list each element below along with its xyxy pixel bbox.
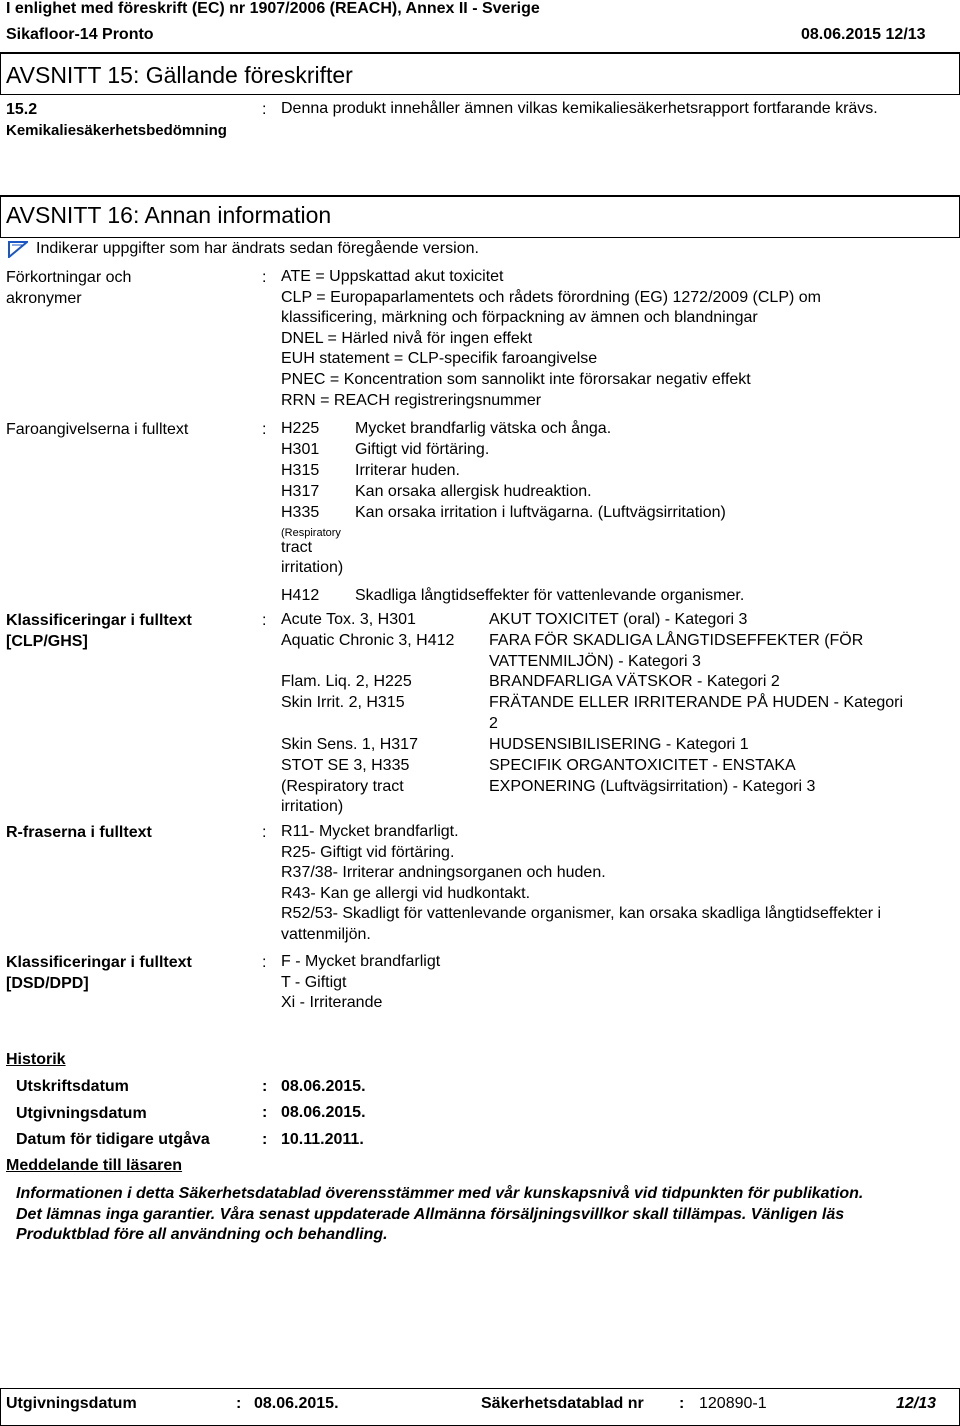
abbrev-line: RRN = REACH registreringsnummer	[281, 391, 542, 409]
footer-sds-number: 120890-1	[699, 1395, 767, 1412]
clp-label-line2: [CLP/GHS]	[6, 633, 88, 650]
product-name: Sikafloor-14 Pronto	[6, 26, 154, 43]
r-phrase: R52/53- Skadligt för vattenlevande organismer, kan orsaka skadliga långtidseffekter i	[281, 905, 882, 923]
hazard-qualifier: (Respiratory	[281, 527, 341, 539]
clp-class: Aquatic Chronic 3, H412	[281, 632, 455, 649]
footer	[0, 1388, 960, 1426]
document-header: I enlighet med föreskrift (EC) nr 1907/2006 (REACH), Annex II - Sverige	[6, 0, 540, 17]
abbrev-line: PNEC = Koncentration som sannolikt inte förorsakar negativ effekt	[281, 370, 751, 388]
clp-list	[281, 610, 956, 820]
change-marker-icon	[8, 241, 28, 258]
clp-desc: AKUT TOXICITET (oral) - Kategori 3	[489, 611, 748, 628]
r-phrase: vattenmiljön.	[281, 925, 371, 943]
section-15-2-label: Kemikaliesäkerhetsbedömning	[6, 122, 227, 139]
dsd-list	[281, 952, 440, 1014]
r-phrase: R43- Kan ge allergi vid hudkontakt.	[281, 884, 531, 902]
abbrev-label-line1: Förkortningar och	[6, 269, 132, 286]
abbrev-list	[281, 267, 821, 411]
previous-date-value: 10.11.2011.	[281, 1131, 364, 1148]
section-15-2-number: 15.2	[6, 101, 38, 118]
change-note: Indikerar uppgifter som har ändrats sedan föregående version.	[36, 240, 479, 257]
colon: :	[262, 1104, 268, 1121]
hazard-qualifier: irritation)	[281, 559, 344, 576]
r-phrase: R37/38- Irriterar andningsorganen och huden.	[281, 864, 606, 882]
colon: :	[262, 269, 267, 286]
clp-class: STOT SE 3, H335	[281, 757, 410, 774]
hazard-text: Kan orsaka allergisk hudreaktion.	[355, 483, 592, 500]
footer-issue-value: 08.06.2015.	[254, 1395, 339, 1412]
hazard-code: H317	[281, 483, 320, 500]
date-page: 08.06.2015 12/13	[801, 26, 926, 43]
hazard-code: H301	[281, 441, 320, 458]
clp-class: (Respiratory tract	[281, 778, 404, 795]
clp-desc: VATTENMILJÖN) - Kategori 3	[489, 653, 701, 670]
abbrev-line: EUH statement = CLP-specifik faroangivelse	[281, 350, 598, 368]
clp-class: Flam. Liq. 2, H225	[281, 673, 412, 690]
previous-date-label: Datum för tidigare utgåva	[16, 1131, 210, 1148]
abbrev-line: CLP = Europaparlamentets och rådets förordning (EG) 1272/2009 (CLP) om	[281, 288, 821, 306]
colon: :	[262, 954, 267, 971]
clp-desc: FARA FÖR SKADLIGA LÅNGTIDSEFFEKTER (FÖR	[489, 632, 864, 649]
clp-class: Acute Tox. 3, H301	[281, 611, 416, 628]
hazard-label: Faroangivelserna i fulltext	[6, 421, 189, 438]
footer-sds-label: Säkerhetsdatablad nr	[481, 1395, 644, 1412]
colon: :	[262, 824, 267, 841]
hazard-text: Kan orsaka irritation i luftvägarna. (Luftvägsirritation)	[355, 504, 726, 521]
clp-class: Skin Irrit. 2, H315	[281, 694, 405, 711]
footer-issue-label: Utgivningsdatum	[6, 1395, 137, 1412]
print-date-label: Utskriftsdatum	[16, 1078, 129, 1095]
dsd-item: T - Giftigt	[281, 973, 347, 991]
notice-title: Meddelande till läsaren	[6, 1157, 183, 1174]
dsd-item: Xi - Irriterande	[281, 994, 383, 1012]
dsd-label-line2: [DSD/DPD]	[6, 975, 89, 992]
clp-desc: HUDSENSIBILISERING - Kategori 1	[489, 736, 749, 753]
clp-desc: EXPONERING (Luftvägsirritation) - Kategori 3	[489, 778, 816, 795]
clp-desc: FRÄTANDE ELLER IRRITERANDE PÅ HUDEN - Kategori	[489, 694, 904, 711]
print-date-value: 08.06.2015.	[281, 1078, 366, 1095]
hazard-code: H335	[281, 504, 320, 521]
clp-desc: 2	[489, 715, 498, 732]
r-phrases-list	[281, 822, 881, 946]
hazard-text: Mycket brandfarlig vätska och ånga.	[355, 420, 612, 437]
notice-line: Informationen i detta Säkerhetsdatablad överensstämmer med vår kunskapsnivå vid tidpunkten för publikation.	[16, 1185, 864, 1202]
dsd-item: F - Mycket brandfarligt	[281, 953, 441, 970]
footer-page: 12/13	[896, 1395, 937, 1412]
clp-label-line1: Klassificeringar i fulltext	[6, 612, 192, 629]
colon: :	[236, 1395, 242, 1412]
issue-date-label: Utgivningsdatum	[16, 1105, 147, 1122]
section-16-title: AVSNITT 16: Annan information	[6, 202, 332, 228]
hazard-text: Giftigt vid förtäring.	[355, 441, 490, 458]
section-15-title: AVSNITT 15: Gällande föreskrifter	[6, 62, 353, 88]
colon: :	[679, 1395, 685, 1412]
colon: :	[262, 1078, 268, 1095]
issue-date-value: 08.06.2015.	[281, 1104, 366, 1121]
dsd-label-line1: Klassificeringar i fulltext	[6, 954, 192, 971]
abbrev-line: ATE = Uppskattad akut toxicitet	[281, 268, 504, 285]
colon: :	[262, 1131, 268, 1148]
colon: :	[262, 101, 267, 118]
r-phrases-label: R-fraserna i fulltext	[6, 824, 152, 841]
section-15-2-value: Denna produkt innehåller ämnen vilkas kemikaliesäkerhetsrapport fortfarande krävs.	[281, 100, 878, 117]
clp-desc: BRANDFARLIGA VÄTSKOR - Kategori 2	[489, 673, 780, 690]
hazard-text: Irriterar huden.	[355, 462, 460, 479]
colon: :	[262, 612, 267, 629]
clp-class: Skin Sens. 1, H317	[281, 736, 418, 753]
r-phrase: R11- Mycket brandfarligt.	[281, 823, 459, 840]
hazard-code: H412	[281, 587, 320, 604]
notice-line: Produktblad före all användning och behandling.	[16, 1226, 388, 1244]
r-phrase: R25- Giftigt vid förtäring.	[281, 843, 455, 861]
hazard-code: H225	[281, 420, 320, 437]
abbrev-line: klassificering, märkning och förpackning av ämnen och blandningar	[281, 309, 758, 327]
abbrev-label-line2: akronymer	[6, 290, 82, 307]
history-title: Historik	[6, 1051, 66, 1068]
colon: :	[262, 421, 267, 438]
hazard-code: H315	[281, 462, 320, 479]
clp-class: irritation)	[281, 798, 344, 815]
abbrev-line: DNEL = Härled nivå för ingen effekt	[281, 329, 533, 347]
notice-text	[16, 1184, 863, 1246]
notice-line: Det lämnas inga garantier. Våra senast uppdaterade Allmänna försäljningsvillkor skall tillämpas. Vänligen läs	[16, 1205, 845, 1223]
hazard-list	[281, 419, 951, 609]
hazard-text: Skadliga långtidseffekter för vattenlevande organismer.	[355, 587, 745, 604]
clp-desc: SPECIFIK ORGANTOXICITET - ENSTAKA	[489, 757, 796, 774]
hazard-qualifier: tract	[281, 539, 313, 556]
